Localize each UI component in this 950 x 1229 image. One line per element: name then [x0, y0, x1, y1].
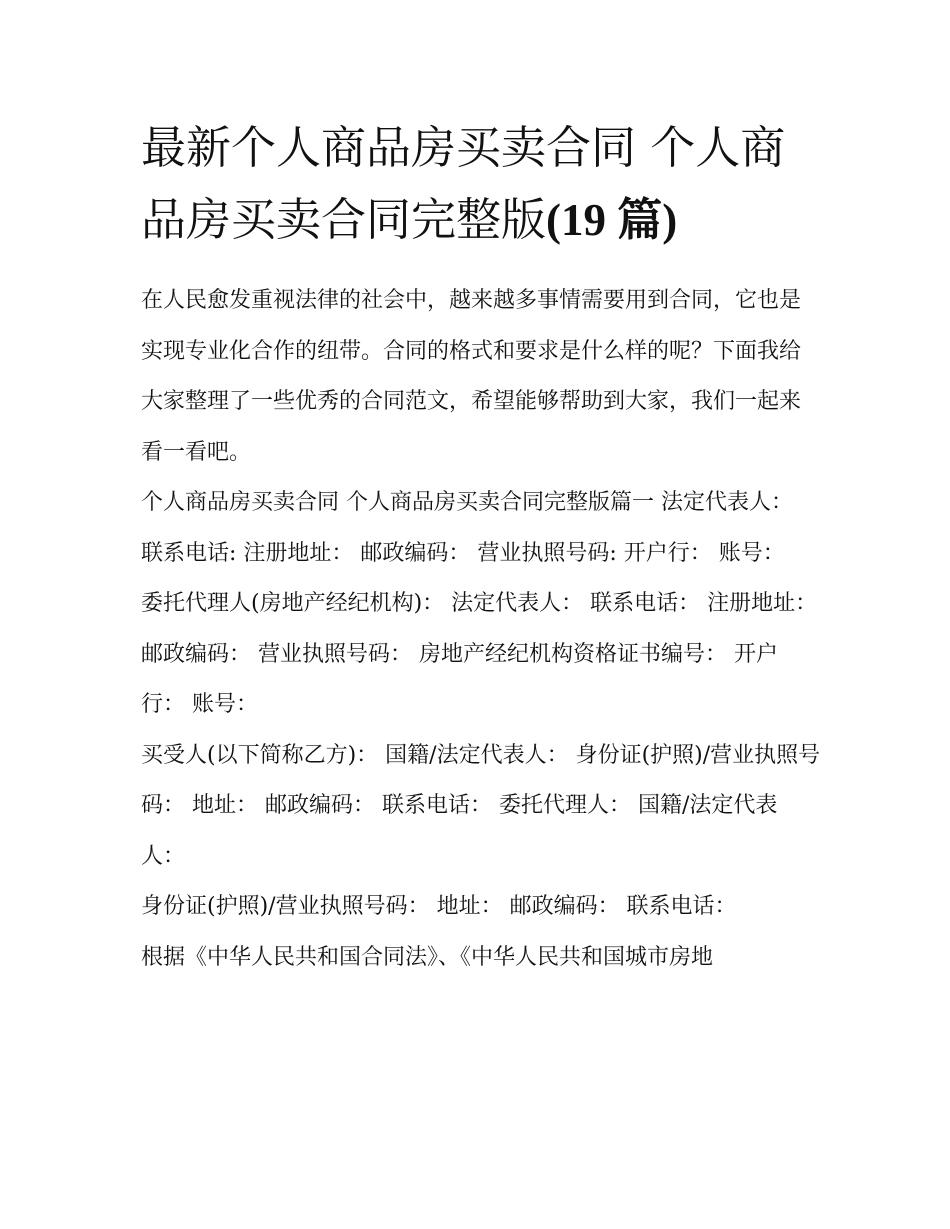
- buyer-info-paragraph: 买受人(以下简称乙方)： 国籍/法定代表人： 身份证(护照)/营业执照号码： 地址： 邮政编码： 联系电话： 委托代理人： 国籍/法定代表人：: [141, 742, 821, 869]
- title-main-text: 最新个人商品房买卖合同 个人商品房买卖合同完整版: [141, 121, 786, 246]
- buyer-id-paragraph: 身份证(护照)/营业执照号码： 地址： 邮政编码： 联系电话：: [141, 894, 737, 919]
- title-count-text: (19 篇): [546, 195, 678, 245]
- agent-info-paragraph: 委托代理人(房地产经纪机构)： 法定代表人： 联系电话： 注册地址： 邮政编码： 营业执照号码： 房地产经纪机构资格证书编号： 开户行： 账号：: [141, 591, 818, 717]
- document-body: [141, 276, 821, 983]
- intro-paragraph: 在人民愈发重视法律的社会中，越来越多事情需要用到合同，它也是实现专业化合作的纽带。合同的格式和要求是什么样的呢？下面我给大家整理了一些优秀的合同范文，希望能够帮助到大家，我们一起来看一看吧。: [141, 288, 802, 465]
- legal-basis-paragraph: 根据《中华人民共和国合同法》、《中华人民共和国城市房地: [141, 944, 714, 970]
- seller-info-paragraph: 个人商品房买卖合同 个人商品房买卖合同完整版篇一 法定代表人： 联系电话: 注册地址： 邮政编码： 营业执照号码: 开户行： 账号：: [141, 490, 793, 566]
- document-title: [141, 112, 821, 256]
